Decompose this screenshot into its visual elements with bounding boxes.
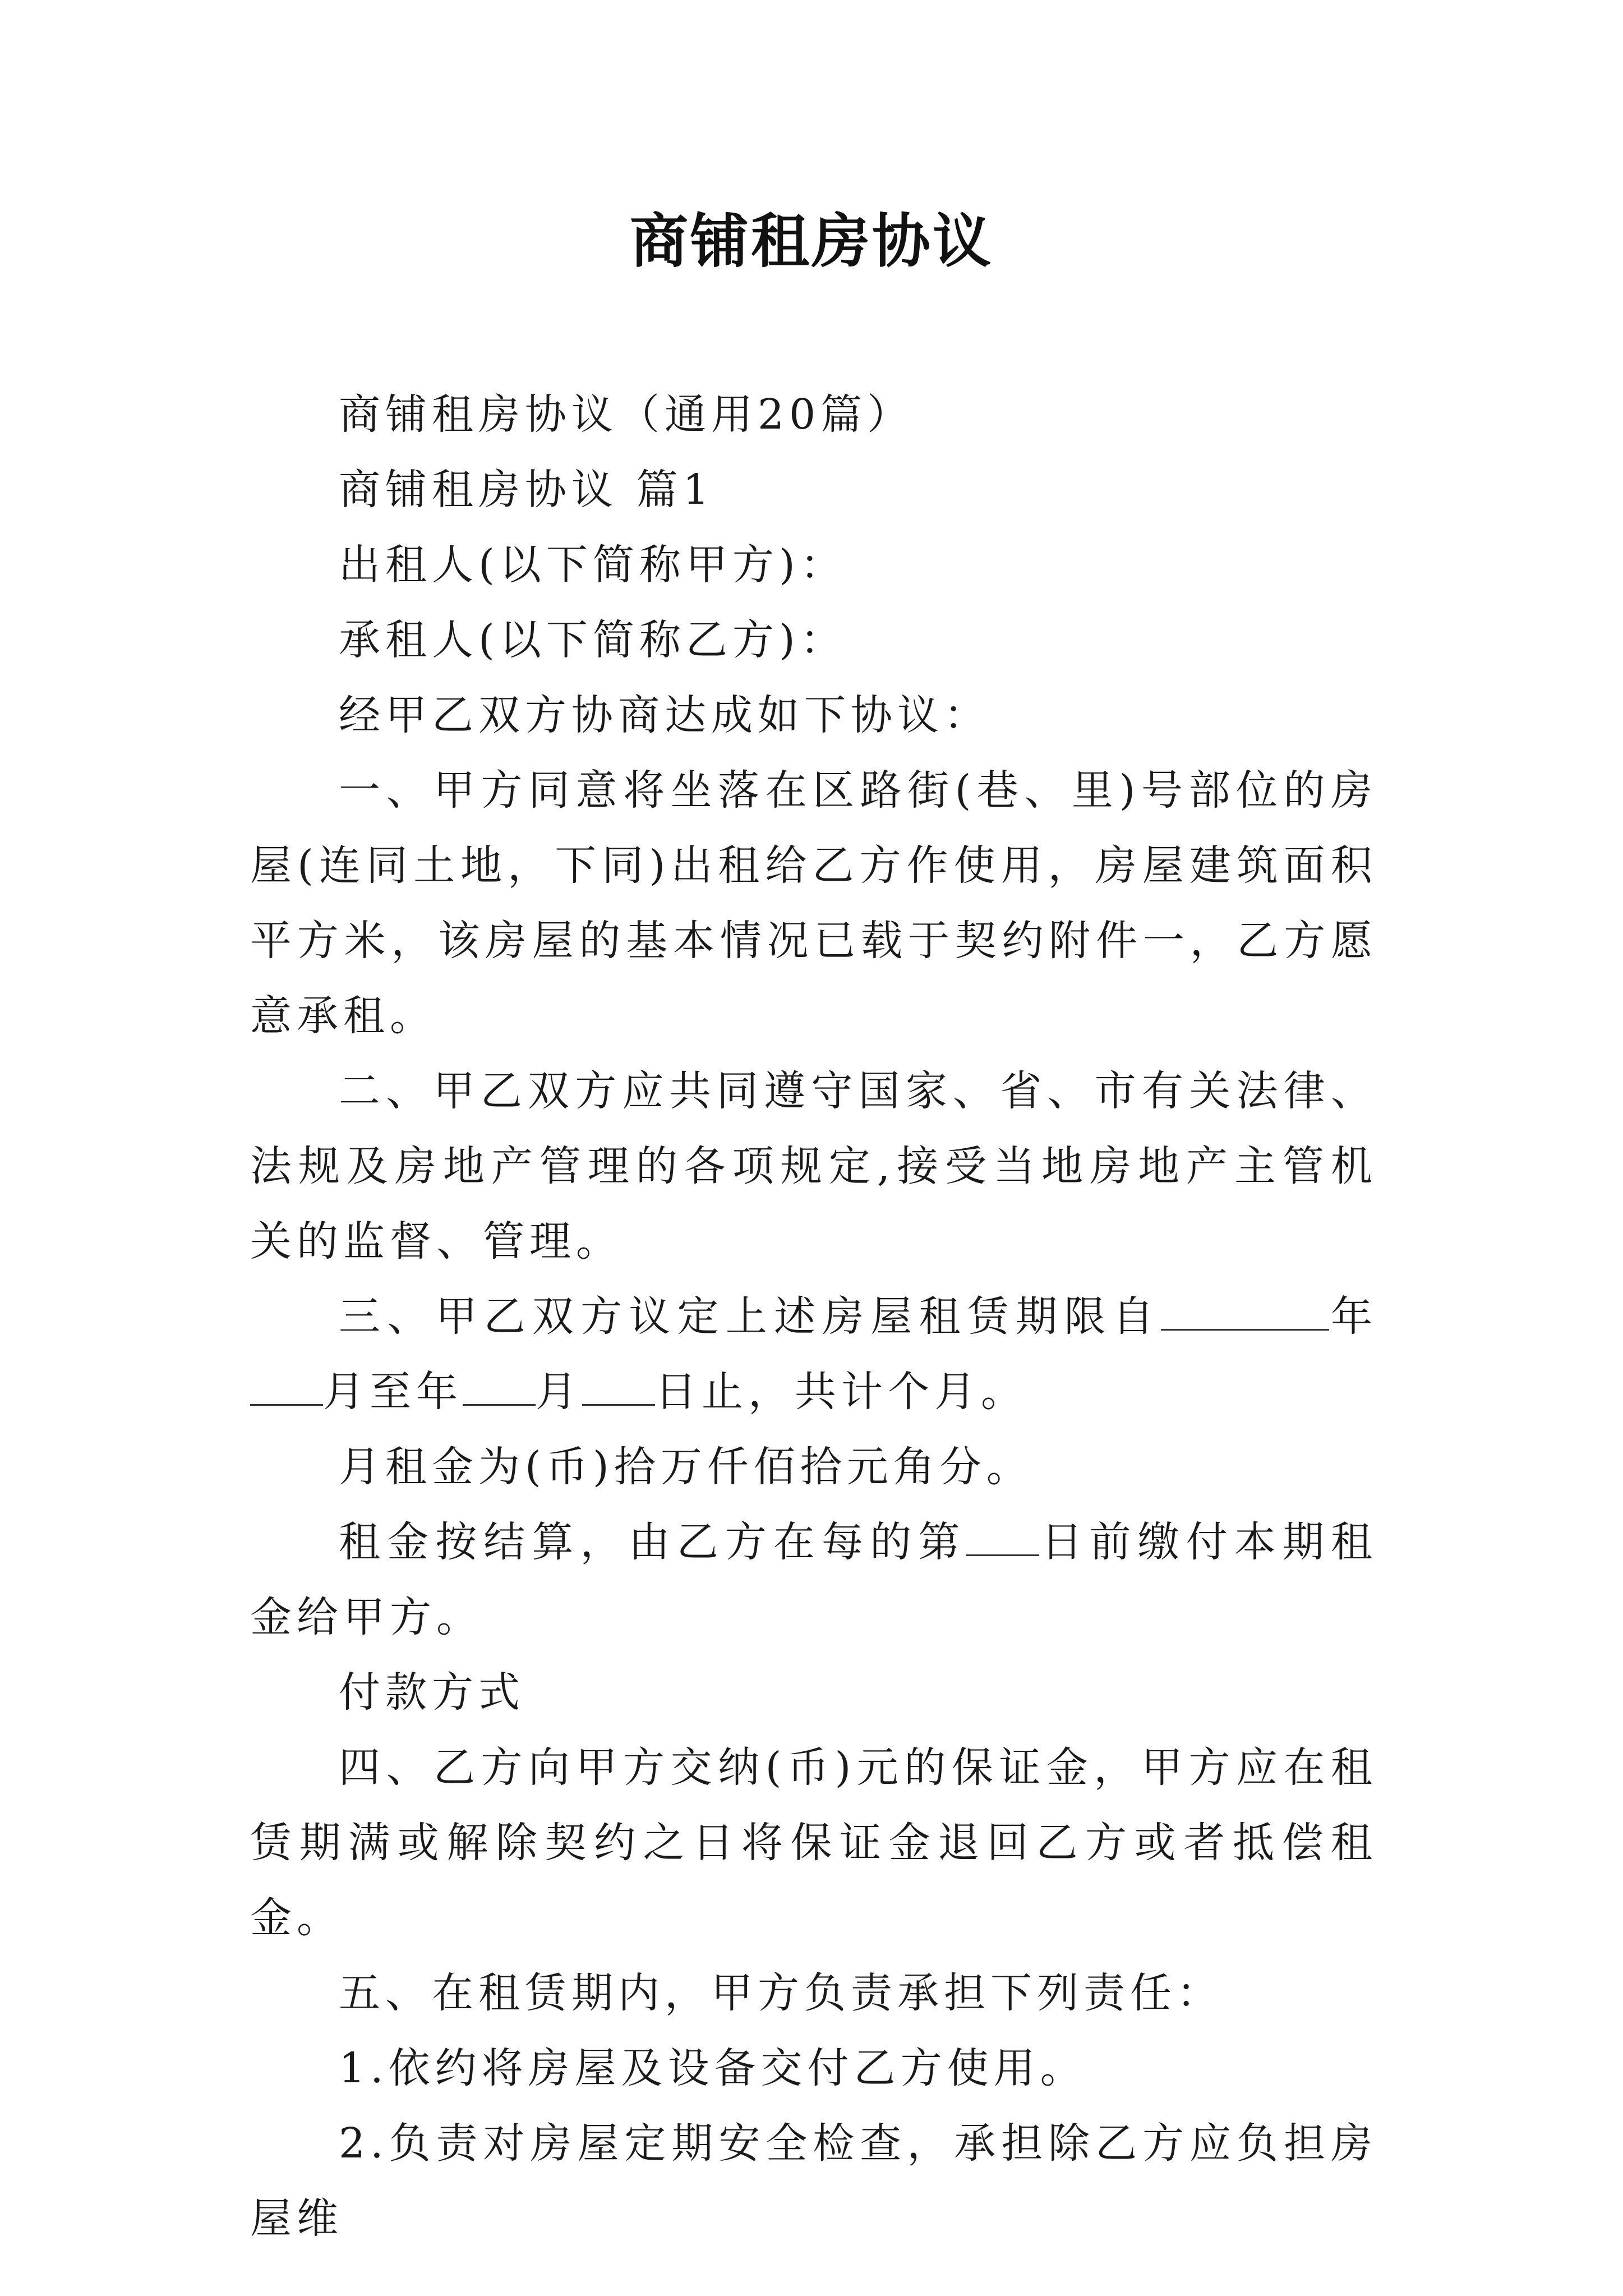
subtitle-line: 商铺租房协议（通用20篇） [339, 390, 914, 439]
blank-field [582, 1372, 655, 1406]
document-body [250, 377, 1377, 2256]
item-1: 1.依约将房屋及设备交付乙方使用。 [339, 2044, 1087, 2092]
clause-3-text-a: 三、甲乙双方议定上述房屋租赁期限自 [339, 1292, 1161, 1341]
clause-3-text-e: 日止，共计个月。 [655, 1368, 1027, 1416]
blank-field [250, 1372, 323, 1406]
clause-3-text-d: 月 [536, 1368, 582, 1416]
clause-3-text-c: 月至年 [323, 1368, 463, 1416]
section-heading: 商铺租房协议 篇1 [339, 466, 714, 514]
blank-field [1161, 1296, 1329, 1331]
lessor-line: 出租人(以下简称甲方)： [339, 541, 847, 589]
clause-1: 一、甲方同意将坐落在区路街(巷、里)号部位的房屋(连同土地，下同)出租给乙方作使用，房屋建筑面积平方米，该房屋的基本情况已载于契约附件一，乙方愿意承租。 [250, 766, 1377, 1040]
clause-3-text-b: 年 [1329, 1292, 1378, 1341]
clause-3 [250, 1279, 1377, 1429]
payment-line-text-b: 日前缴付本期租金给甲方。 [250, 1518, 1378, 1641]
blank-field [966, 1522, 1039, 1556]
clause-2: 二、甲乙双方应共同遵守国家、省、市有关法律、法规及房地产管理的各项规定,接受当地房地产主管机关的监督、管理。 [250, 1067, 1377, 1266]
rent-line: 月租金为(币)拾万仟佰拾元角分。 [339, 1443, 1033, 1491]
blank-field [463, 1372, 536, 1406]
item-2: 2.负责对房屋定期安全检查，承担除乙方应负担房屋维 [250, 2119, 1377, 2243]
payment-method: 付款方式 [339, 1668, 525, 1717]
clause-5: 五、在租赁期内，甲方负责承担下列责任： [339, 1969, 1223, 2017]
payment-line-text-a: 租金按结算，由乙方在每的第 [339, 1518, 967, 1566]
clause-4: 四、乙方向甲方交纳(币)元的保证金，甲方应在租赁期满或解除契约之日将保证金退回乙方或者抵偿租金。 [250, 1743, 1377, 1942]
document-title: 商铺租房协议 [629, 206, 993, 275]
intro-line: 经甲乙双方协商达成如下协议： [339, 691, 990, 739]
payment-line [250, 1504, 1377, 1655]
lessee-line: 承租人(以下简称乙方)： [339, 616, 847, 664]
